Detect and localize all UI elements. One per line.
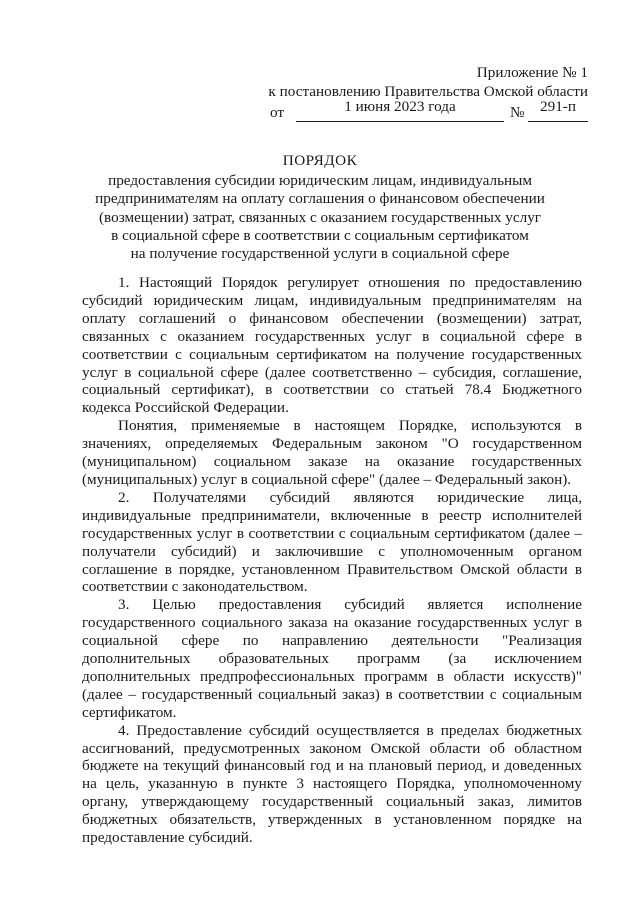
subtitle-line: предоставления субсидии юридическим лицам, индивидуальным bbox=[108, 172, 532, 189]
number-value: 291-п bbox=[540, 98, 576, 115]
annex-title: Приложение № 1 bbox=[476, 64, 588, 81]
subtitle-line: предпринимателям на оплату соглашения о финансовом обеспечении bbox=[95, 190, 545, 208]
paragraph-1: 1. Настоящий Порядок регулирует отношения по предоставлению субсидий юридическим лицам, индивидуальным предпринимателям на оплату соглашений о финансовом обеспечении (возмещении) затрат, связанных с оказанием государственных услуг в социальной сфере в соответствии с социальным сертификатом на получение государственных услуг в социальной сфере (далее соответственно – субсидия, соглашение, социальный сертификат), в соответствии со статьей 78.4 Бюджетного кодекса Российской Федерации. bbox=[82, 274, 582, 417]
document-subtitle bbox=[70, 172, 570, 263]
number-field bbox=[528, 98, 588, 122]
document-title: ПОРЯДОК bbox=[282, 152, 358, 169]
annex-reference: к постановлению Правительства Омской области bbox=[268, 83, 588, 100]
paragraph-3: 3. Целью предоставления субсидий является исполнение государственного социального заказа на оказание государственных услуг в социальной сфере по направлению деятельности "Реализация дополнительных образовательных программ (за исключением дополнительных предпрофессиональных программ в области искусств)" (далее – государственный социальный заказ) в соответствии с социальным сертификатом. bbox=[82, 596, 582, 721]
number-sign-label: № bbox=[510, 104, 525, 121]
subtitle-line: в социальной сфере в соответствии с социальным сертификатом bbox=[111, 226, 529, 244]
date-prefix-label: от bbox=[270, 104, 285, 121]
date-field bbox=[296, 98, 504, 122]
paragraph-definitions: Понятия, применяемые в настоящем Порядке, используются в значениях, определяемых Федеральным законом "О государственном (муниципальном) социальном заказе на оказание государственных (муниципальных) услуг в социальной сфере" (далее – Федеральный закон). bbox=[82, 417, 582, 488]
subtitle-line: (возмещении) затрат, связанных с оказанием государственных услуг bbox=[98, 208, 542, 226]
document-body bbox=[82, 274, 582, 847]
annex-date-number-line bbox=[270, 98, 588, 122]
paragraph-4: 4. Предоставление субсидий осуществляется в пределах бюджетных ассигнований, предусмотренных законом Омской области об областном бюджете на текущий финансовый год и на плановый период, и доведенных на цель, указанную в пункте 3 настоящего Порядка, уполномоченному органу, утверждающему государственный социальный заказ, лимитов бюджетных обязательств, утвержденных в установленном порядке на предоставление субсидий. bbox=[82, 721, 582, 847]
annex-header bbox=[268, 64, 588, 122]
paragraph-2: 2. Получателями субсидий являются юридические лица, индивидуальные предприниматели, включенные в реестр исполнителей государственных услуг в соответствии с социальным сертификатом (далее – получатели субсидий) и заключившие с уполномоченным органом соглашение в порядке, установленном Правительством Омской области в соответствии с законодательством. bbox=[82, 488, 582, 596]
date-value: 1 июня 2023 года bbox=[344, 98, 456, 115]
subtitle-line: на получение государственной услуги в социальной сфере bbox=[130, 245, 510, 263]
